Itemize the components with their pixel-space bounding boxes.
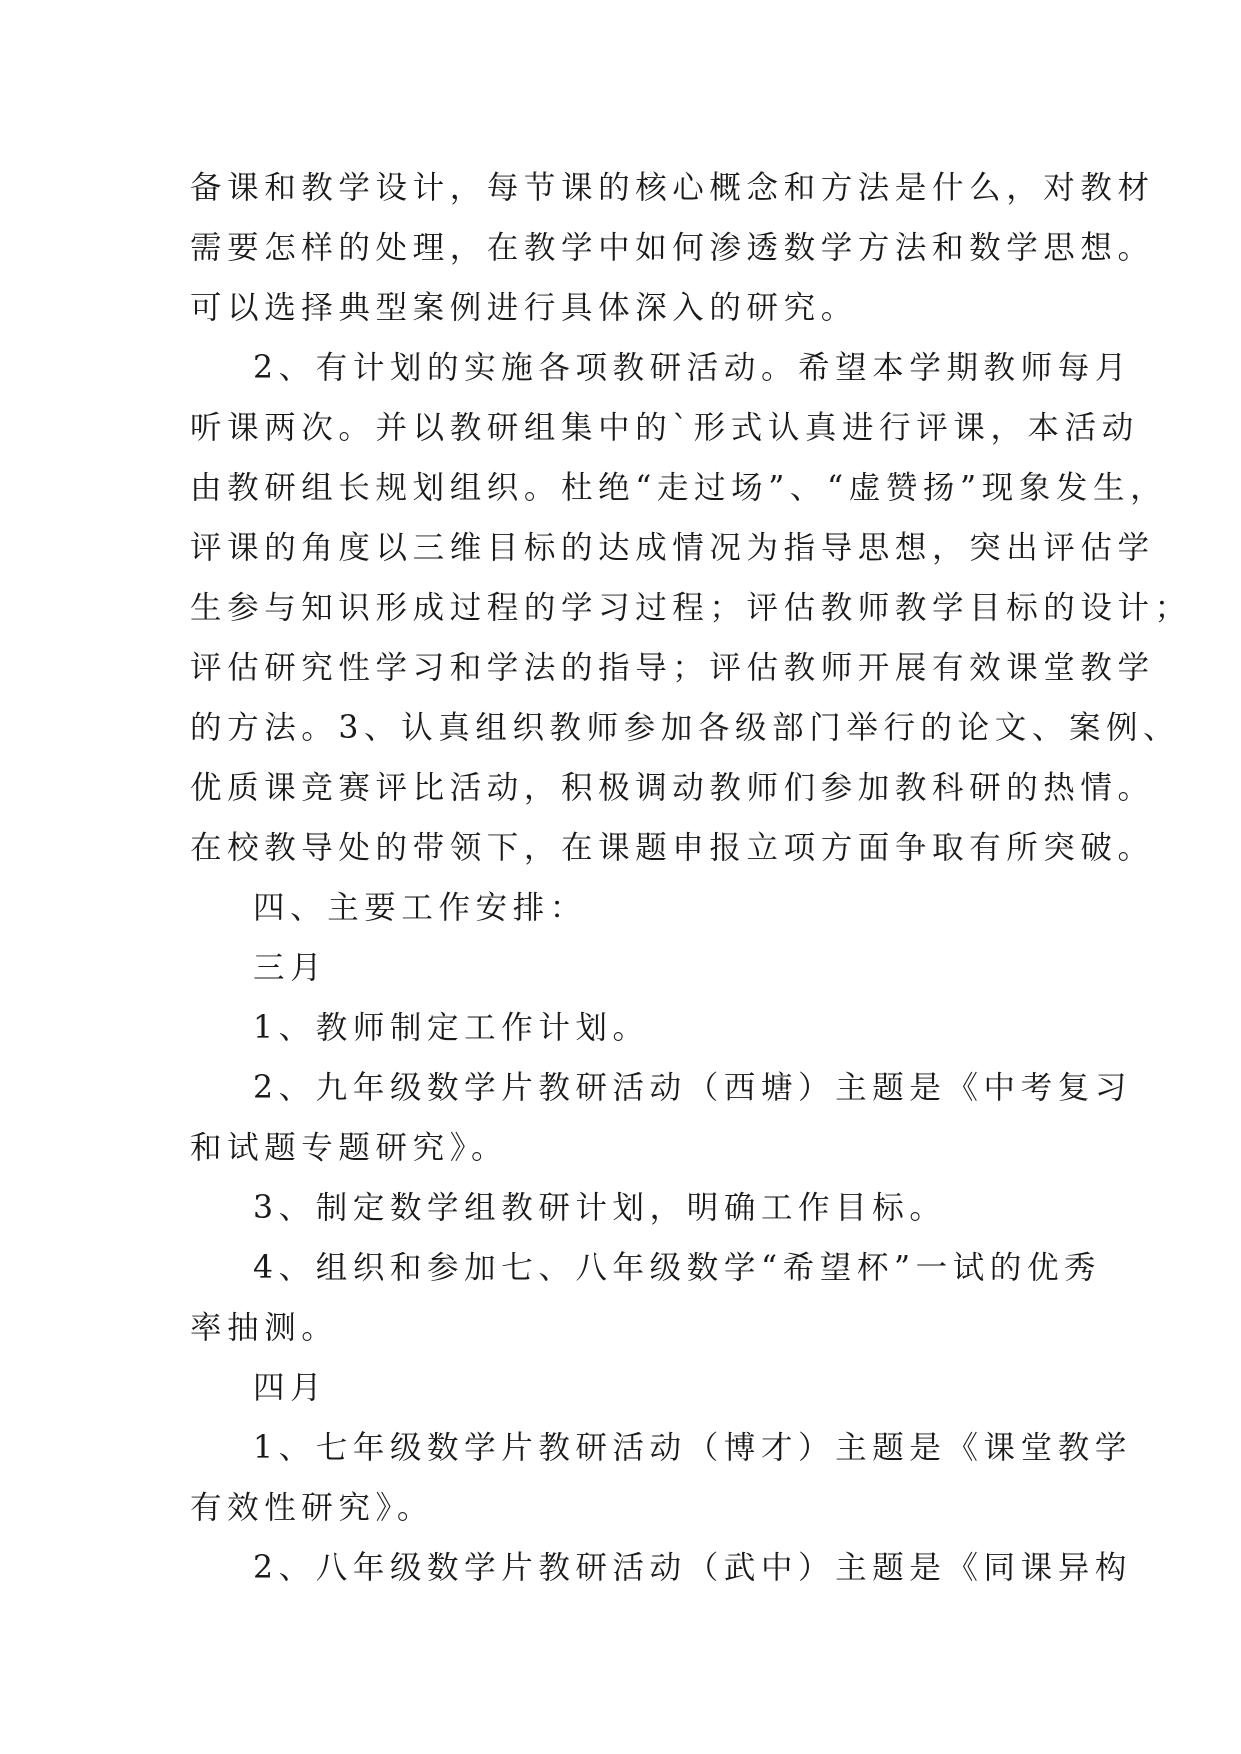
document-body (190, 158, 1192, 1598)
text-line: 生参与知识形成过程的学习过程；评估教师教学目标的设计； (190, 590, 1192, 626)
text-line: 2、九年级数学片教研活动（西塘）主题是《中考复习 (253, 1070, 1132, 1106)
text-line: 4、组织和参加七、八年级数学“希望杯”一试的优秀 (253, 1250, 1102, 1286)
text-line: 1、教师制定工作计划。 (253, 1010, 650, 1046)
text-line: 听课两次。并以教研组集中的`形式认真进行评课，本活动 (190, 410, 1139, 446)
text-line: 3、制定数学组教研计划，明确工作目标。 (253, 1190, 947, 1226)
text-line: 四月 (253, 1370, 328, 1406)
text-line: 率抽测。 (190, 1310, 339, 1346)
text-line: 1、七年级数学片教研活动（博才）主题是《课堂教学 (253, 1430, 1132, 1466)
text-line: 三月 (253, 950, 328, 986)
text-line: 在校教导处的带领下，在课题申报立项方面争取有所突破。 (190, 830, 1155, 866)
text-line: 评估研究性学习和学法的指导；评估教师开展有效课堂教学 (190, 650, 1155, 686)
text-line: 2、八年级数学片教研活动（武中）主题是《同课异构 (253, 1550, 1132, 1586)
text-line: 有效性研究》。 (190, 1490, 434, 1526)
text-line: 由教研组长规划组织。杜绝“走过场”、“虚赞扬”现象发生， (190, 470, 1168, 506)
text-line: 需要怎样的处理，在教学中如何渗透数学方法和数学思想。 (190, 230, 1155, 266)
text-line: 和试题专题研究》。 (190, 1130, 509, 1166)
text-line: 备课和教学设计，每节课的核心概念和方法是什么，对教材 (190, 170, 1155, 206)
text-line: 的方法。3、认真组织教师参加各级部门举行的论文、案例、 (190, 710, 1181, 746)
text-line: 评课的角度以三维目标的达成情况为指导思想，突出评估学 (190, 530, 1155, 566)
text-line: 2、有计划的实施各项教研活动。希望本学期教师每月 (253, 350, 1132, 386)
text-line: 可以选择典型案例进行具体深入的研究。 (190, 290, 858, 326)
text-line: 四、主要工作安排： (253, 890, 587, 926)
text-line: 优质课竞赛评比活动，积极调动教师们参加教科研的热情。 (190, 770, 1155, 806)
